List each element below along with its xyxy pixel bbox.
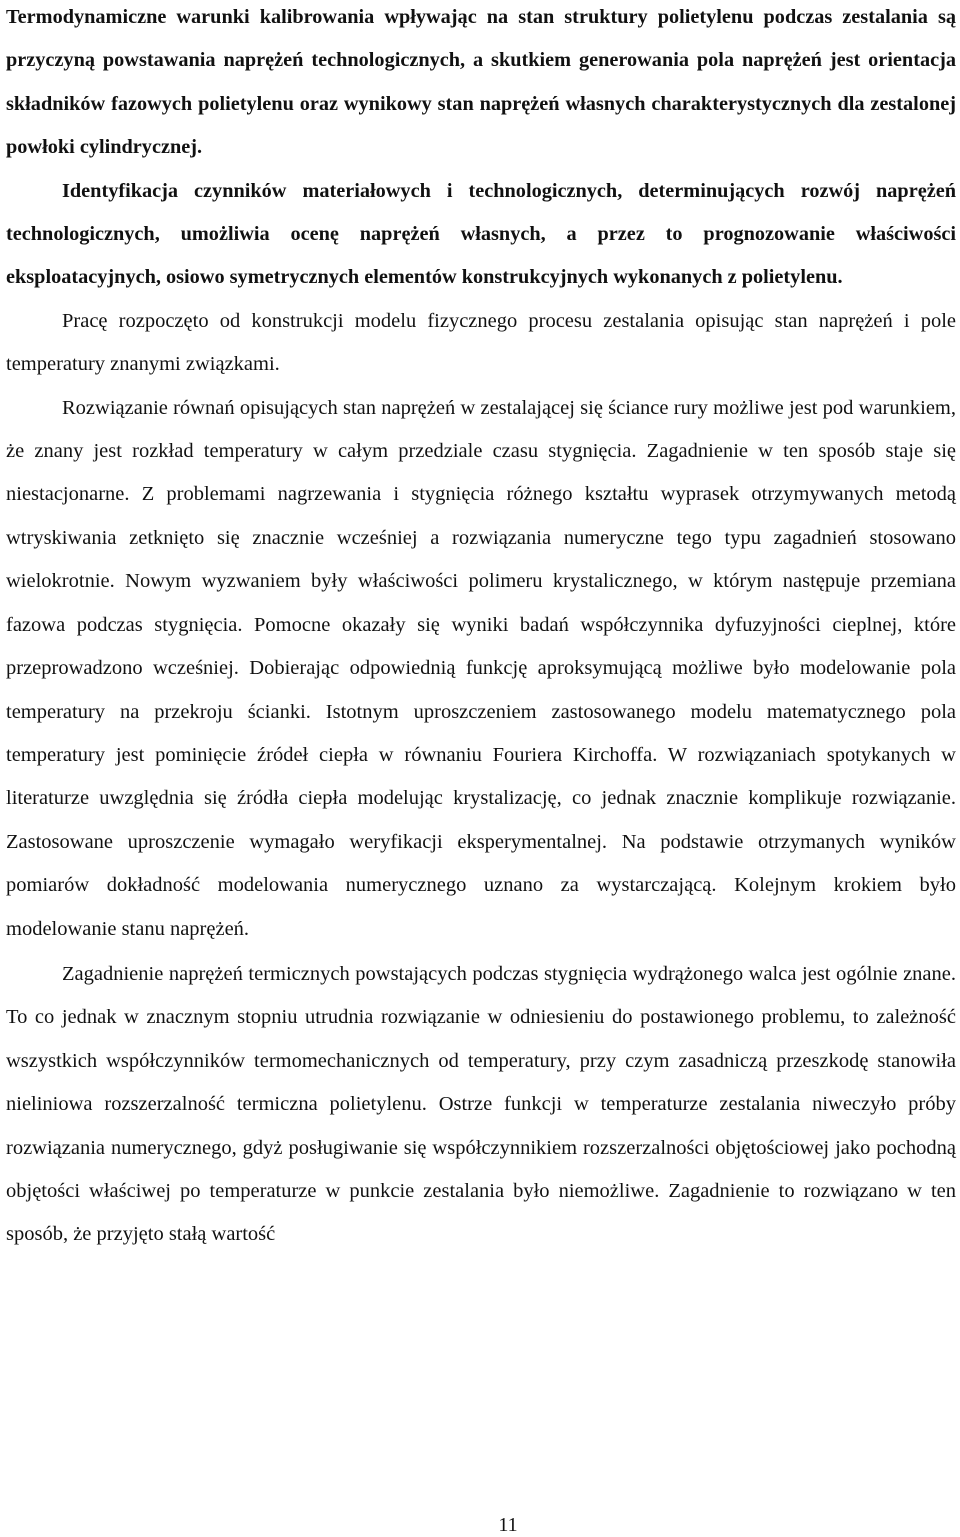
- paragraph-5: Zagadnienie naprężeń termicznych powstających podczas stygnięcia wydrążonego walca jest ogólnie znane. To co jednak w znacznym stopniu utrudnia rozwiązanie w odniesieniu do postawionego problemu, to zależność wszystkich współczynników termomechanicznych od temperatury, przy czym zasadniczą przeszkodę stanowiła nieliniowa rozszerzalność termiczna polietylenu. Ostrze funkcji w temperaturze zestalania niweczyło próby rozwiązania numerycznego, gdyż posługiwanie się współczynnikiem rozszerzalności objętościowej jako pochodną objętości właściwej po temperaturze w punkcie zestalania było niemożliwe. Zagadnienie to rozwiązano w ten sposób, że przyjęto stałą wartość: [6, 962, 956, 1246]
- paragraph-1: Termodynamiczne warunki kalibrowania wpływając na stan struktury polietylenu podczas zestalania są przyczyną powstawania naprężeń technologicznych, a skutkiem generowania pola naprężeń jest orientacja składników fazowych polietylenu oraz wynikowy stan naprężeń własnych charakterystycznych dla zestalonej powłoki cylindrycznej.: [6, 6, 956, 159]
- page-number: 11: [498, 1514, 518, 1536]
- document-page: [6, 0, 956, 1257]
- paragraph-2: Identyfikacja czynników materiałowych i technologicznych, determinujących rozwój naprężeń technologicznych, umożliwia ocenę naprężeń własnych, a przez to prognozowanie właściwości eksploatacyjnych, osiowo symetrycznych elementów konstrukcyjnych wykonanych z polietylenu.: [6, 179, 956, 289]
- paragraph-3: Pracę rozpoczęto od konstrukcji modelu fizycznego procesu zestalania opisując stan naprężeń i pole temperatury znanymi związkami.: [6, 309, 956, 376]
- paragraph-4: Rozwiązanie równań opisujących stan naprężeń w zestalającej się ściance rury możliwe jest pod warunkiem, że znany jest rozkład temperatury w całym przedziale czasu stygnięcia. Zagadnienie w ten sposób staje się niestacjonarne. Z problemami nagrzewania i stygnięcia różnego kształtu wyprasek otrzymywanych metodą wtryskiwania zetknięto się znacznie wcześniej a rozwiązania numeryczne tego typu zagadnień stosowano wielokrotnie. Nowym wyzwaniem były właściwości polimeru krystalicznego, w którym następuje przemiana fazowa podczas stygnięcia. Pomocne okazały się wyniki badań współczynnika dyfuzyjności cieplnej, które przeprowadzono wcześniej. Dobierając odpowiednią funkcję aproksymującą możliwe było modelowanie pola temperatury na przekroju ścianki. Istotnym uproszczeniem zastosowanego modelu matematycznego pola temperatury jest pominięcie źródeł ciepła w równaniu Fouriera Kirchoffa. W rozwiązaniach spotykanych w literaturze uwzględnia się źródła ciepła modelując krystalizację, co jednak znacznie komplikuje rozwiązanie. Zastosowane uproszczenie wymagało weryfikacji eksperymentalnej. Na podstawie otrzymanych wyników pomiarów dokładność modelowania numerycznego uznano za wystarczającą. Kolejnym krokiem było modelowanie stanu naprężeń.: [6, 396, 956, 940]
